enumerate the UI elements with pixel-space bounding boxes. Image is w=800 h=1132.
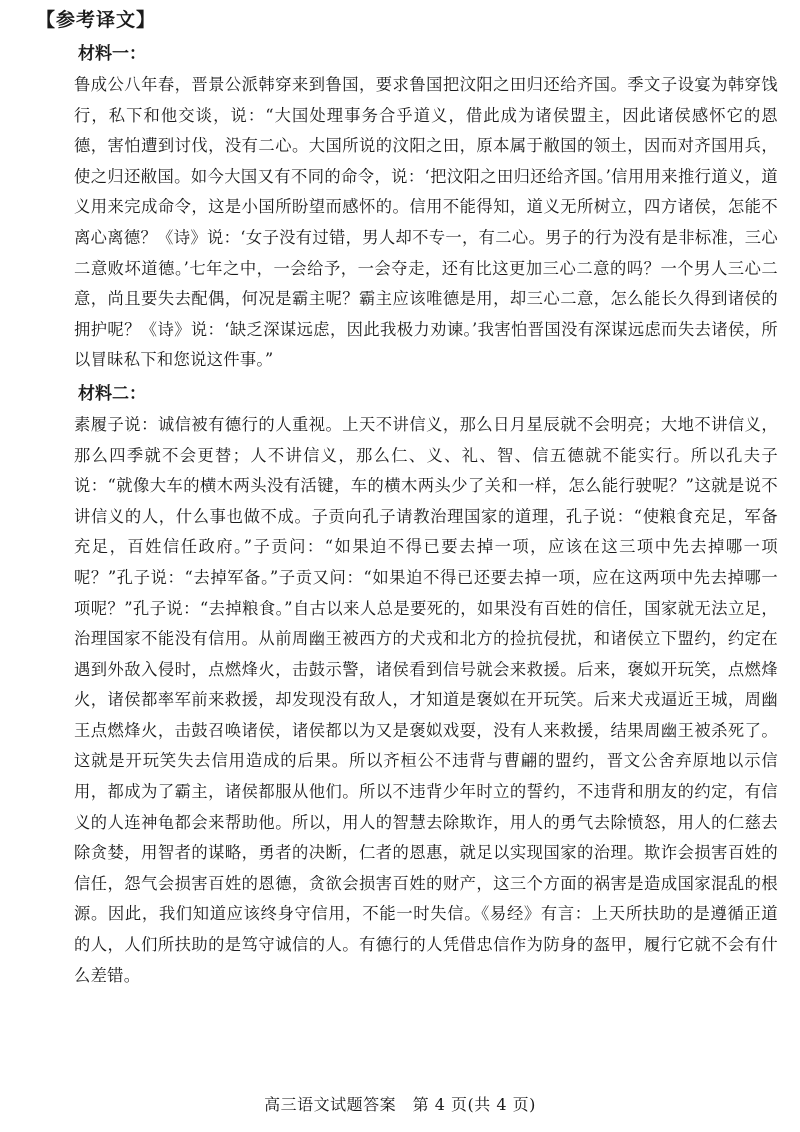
section-title: 【参考译文】 [36,9,157,31]
material-2-heading: 材料二： [78,383,146,404]
material-1-paragraph: 鲁成公八年春，晋景公派韩穿来到鲁国，要求鲁国把汶阳之田归还给齐国。季文子设宴为韩穿饯行，私下和他交谈，说：“大国处理事务合乎道义，借此成为诸侯盟主，因此诸侯感怀它的恩德，害怕遭到讨伐，没有二心。大国所说的汶阳之田，原本属于敝国的领土，因而对齐国用兵，使之归还敝国。如今大国又有不同的命令，说：‘把汶阳之田归还给齐国。’信用用来推行道义，道义用来完成命令，这是小国所盼望而感怀的。信用不能得知，道义无所树立，四方诸侯，怎能不离心离德？《诗》说：‘女子没有过错，男人却不专一，有二心。男子的行为没有是非标准，三心二意败坏道德。’七年之中，一会给予，一会夺走，还有比这更加三心二意的吗？一个男人三心二意，尚且要失去配偶，何况是霸主呢？霸主应该唯德是用，却三心二意，怎么能长久得到诸侯的拥护呢？《诗》说：‘缺乏深谋远虑，因此我极力劝谏。’我害怕晋国没有深谋远虑而失去诸侯，所以冒昧私下和您说这件事。” [74,75,778,370]
page-footer: 高三语文试题答案 第 4 页(共 4 页) [264,1095,536,1114]
document-body [74,38,778,991]
material-1-heading: 材料一： [78,44,146,64]
material-2-paragraph: 素履子说：诚信被有德行的人重视。上天不讲信义，那么日月星辰就不会明亮；大地不讲信义，那么四季就不会更替；人不讲信义，那么仁、义、礼、智、信五德就不能实行。所以孔夫子说：“就像大车的横木两头没有活键，车的横木两头少了关和一样，怎么能行驶呢？”这就是说不讲信义的人，什么事也做不成。子贡向孔子请教治理国家的道理，孔子说：“使粮食充足，军备充足，百姓信任政府。”子贡问：“如果迫不得已要去掉一项，应该在这三项中先去掉哪一项呢？”孔子说：“去掉军备。”子贡又问：“如果迫不得已还要去掉一项，应在这两项中先去掉哪一项呢？”孔子说：“去掉粮食。”自古以来人总是要死的，如果没有百姓的信任，国家就无法立足，治理国家不能没有信用。从前周幽王被西方的犬戎和北方的捡抗侵扰，和诸侯立下盟约，约定在遇到外敌入侵时，点燃烽火，击鼓示警，诸侯看到信号就会来救援。后来，褒姒开玩笑，点燃烽火，诸侯都率军前来救援，却发现没有敌人，才知道是褒姒在开玩笑。后来犬戎逼近王城，周幽王点燃烽火，击鼓召唤诸侯，诸侯都以为又是褒姒戏耍，没有人来救援，结果周幽王被杀死了。这就是开玩笑失去信用造成的后果。所以齐桓公不违背与曹翩的盟约，晋文公舍弃原地以示信用，都成为了霸主，诸侯都服从他们。所以不违背少年时立的誓约，不违背和朋友的约定，有信义的人连神龟都会来帮助他。所以，用人的智慧去除欺诈，用人的勇气去除愤怒，用人的仁慈去除贪婪，用智者的谋略，勇者的决断，仁者的恩惠，就足以实现国家的治理。欺诈会损害百姓的信任，怨气会损害百姓的恩德，贪欲会损害百姓的财产，这三个方面的祸害是造成国家混乱的根源。因此，我们知道应该终身守信用，不能一时失信。《易经》有言：上天所扶助的是遵循正道的人，人们所扶助的是笃守诚信的人。有德行的人凭借忠信作为防身的盔甲，履行它就不会有什么差错。 [74,414,778,985]
